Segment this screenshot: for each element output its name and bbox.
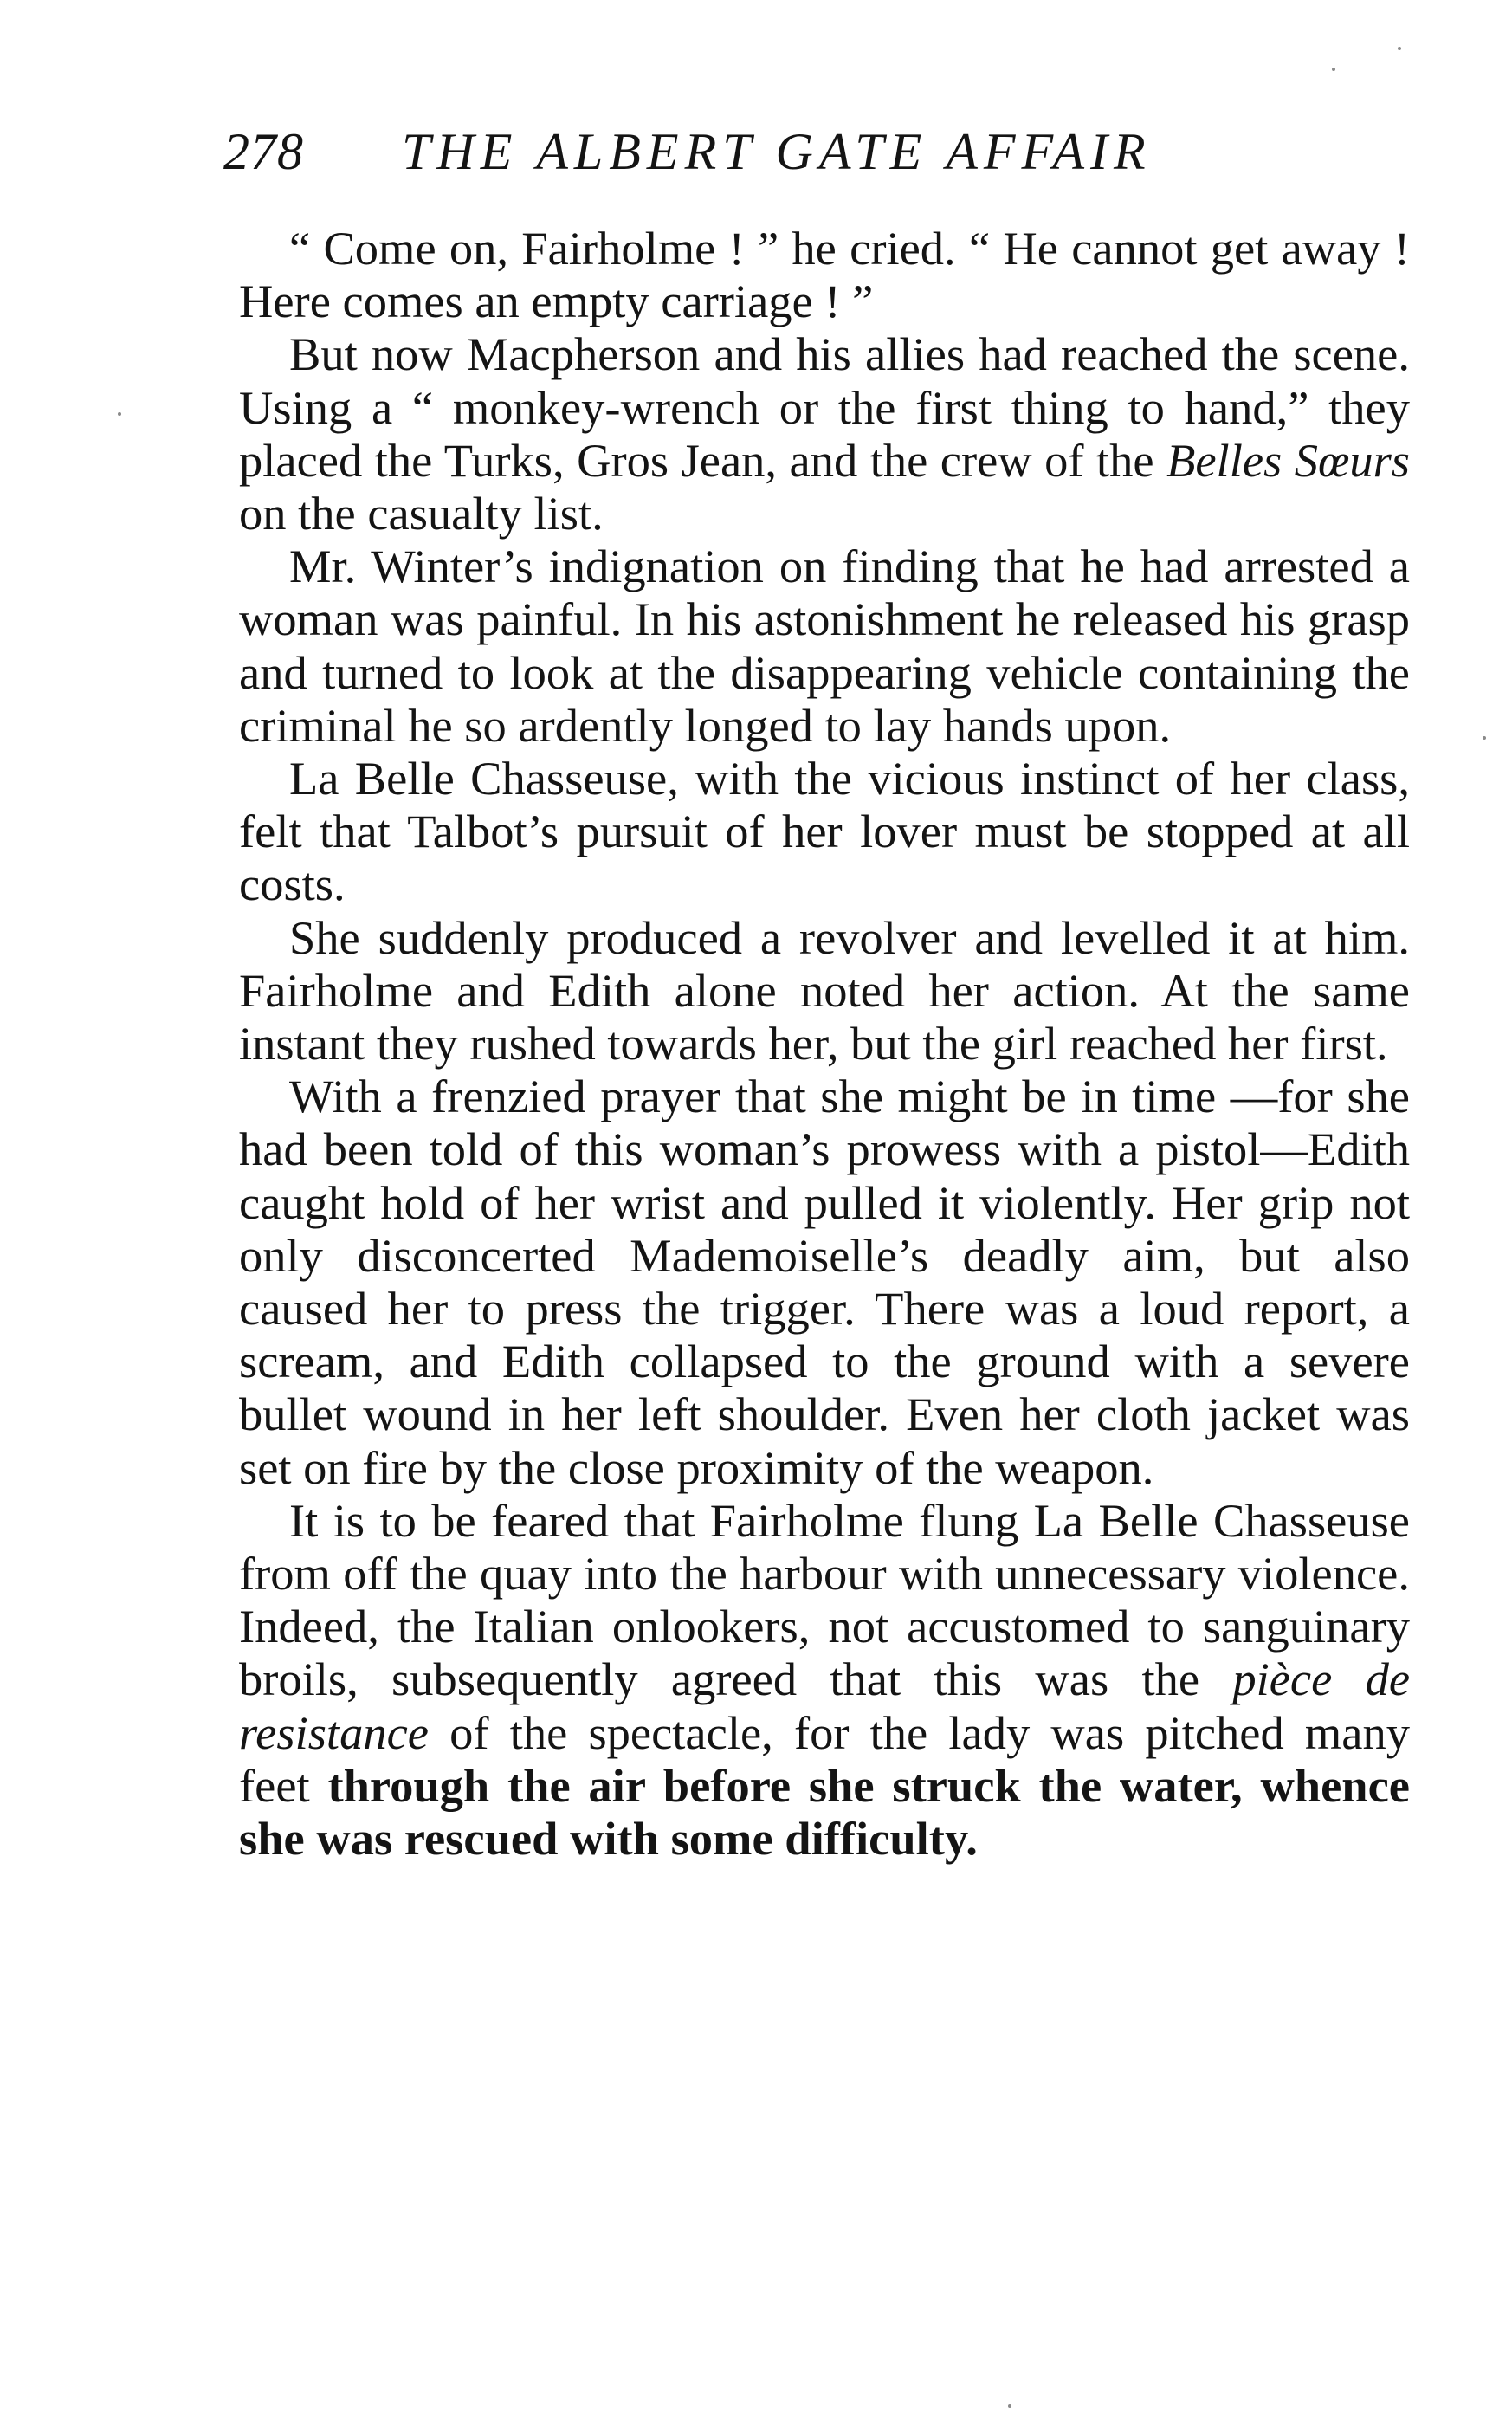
paragraph-2-text-end: on the casualty list.	[239, 487, 604, 540]
page-number: 278	[223, 123, 304, 180]
paper-speck	[118, 412, 121, 416]
french-phrase-italic: pièce de resistance	[239, 1653, 1411, 1759]
body-text	[239, 222, 1410, 1865]
paragraph-7-text-heavy-print: through the air before she struck the water, whence she was rescued with some difficulty.	[239, 1758, 1410, 1866]
paragraph-1: “ Come on, Fairholme ! ” he cried. “ He cannot get away ! Here comes an empty carriage ! ”	[239, 222, 1410, 328]
paragraph-2	[239, 327, 1410, 540]
page-header	[223, 121, 1245, 182]
paper-speck	[1332, 68, 1335, 71]
paragraph-6: With a frenzied prayer that she might be in time —for she had been told of this woman’s prowess with a pistol—Edith caught hold of her wrist and pulled it violently. Her grip not only disconcerted Mademoiselle’s deadly aim, but also caused her to press the trigger. There was a loud report, a scream, and Edith collapsed to the ground with a severe bullet wound in her left shoulder. Even her cloth jacket was set on fire by the close proximity of the weapon.	[239, 1070, 1410, 1494]
paragraph-3: Mr. Winter’s indignation on finding that he had arrested a woman was painful. In his astonishment he released his grasp and turned to look at the disappearing vehicle containing the criminal he so ardently longed to lay hands upon.	[239, 540, 1410, 752]
running-title: THE ALBERT GATE AFFAIR	[402, 123, 1152, 180]
paragraph-7	[239, 1494, 1410, 1865]
paragraph-2-text-start: But now Macpherson and his allies had reached the scene. Using a “ monkey-wrench or the first thing to hand,” they placed the Turks, Gros Jean, and the crew of the	[239, 327, 1410, 487]
paper-speck	[1398, 47, 1401, 50]
paper-speck	[1008, 2404, 1011, 2408]
ship-name-italic: Belles Sœurs	[1166, 433, 1410, 487]
paragraph-7-text-middle: of the spectacle, for the lady was pitched many feet	[239, 1705, 1410, 1812]
paragraph-4: La Belle Chasseuse, with the vicious instinct of her class, felt that Talbot’s pursuit of her lover must be stopped at all costs.	[239, 752, 1410, 911]
paper-speck	[1483, 736, 1486, 740]
paragraph-7-text-start: It is to be feared that Fairholme flung La Belle Chasseuse from off the quay into the harbour with unnecessary violence. Indeed, the Italian onlookers, not accustomed to sanguinary broils, subsequently agreed that this was the	[239, 1493, 1410, 1706]
paragraph-5: She suddenly produced a revolver and levelled it at him. Fairholme and Edith alone noted her action. At the same instant they rushed towards her, but the girl reached her first.	[239, 910, 1410, 1070]
